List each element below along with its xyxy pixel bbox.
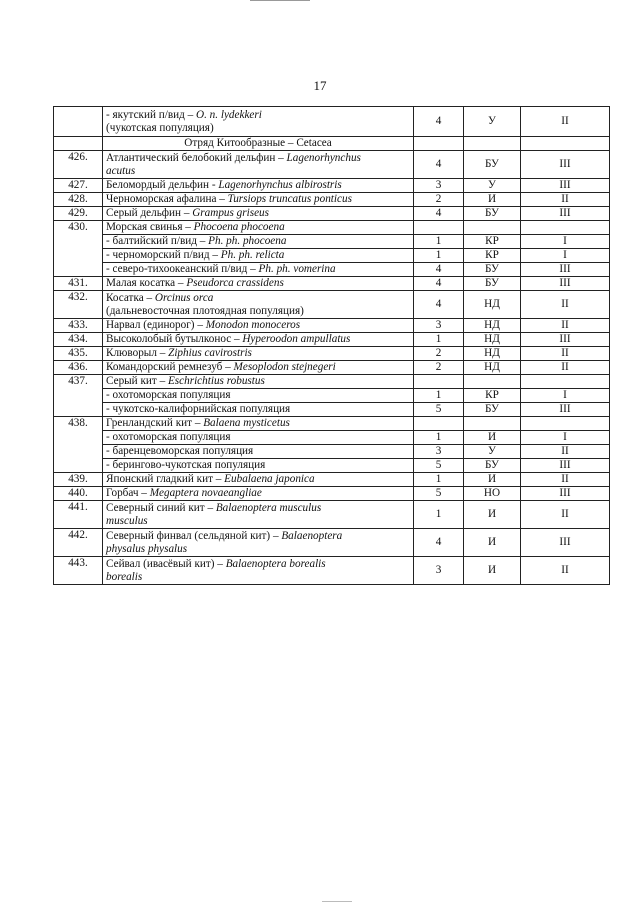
empty-cell xyxy=(521,137,610,151)
common-name: - охотоморская популяция xyxy=(106,431,231,443)
latin-name: Balaenoptera borealis xyxy=(225,557,326,570)
common-name: - берингово-чукотская популяция xyxy=(106,459,266,471)
table-row xyxy=(54,151,610,179)
table-row xyxy=(54,221,610,235)
status-cell: И xyxy=(464,431,521,445)
latin-name: Balaenoptera xyxy=(281,529,343,542)
number-cell xyxy=(54,137,103,151)
number-cell: 435. xyxy=(54,347,103,361)
rarity-category-cell: 2 xyxy=(414,361,464,375)
latin-name: Eschrichtius robustus xyxy=(167,375,265,387)
priority-cell: III xyxy=(521,179,610,193)
latin-name: physalus physalus xyxy=(106,542,188,555)
common-name: Серый дельфин – xyxy=(106,207,193,219)
table-row xyxy=(54,417,610,431)
priority-cell: I xyxy=(521,249,610,263)
status-cell: И xyxy=(464,557,521,585)
common-name: Атлантический белобокий дельфин – xyxy=(106,151,287,164)
priority-cell xyxy=(521,417,610,431)
status-cell: И xyxy=(464,501,521,529)
common-name: Серый кит – xyxy=(106,375,168,387)
status-cell: НД xyxy=(464,291,521,319)
common-name: - якутский п/вид – xyxy=(106,108,196,121)
number-cell: 428. xyxy=(54,193,103,207)
table-row xyxy=(54,179,610,193)
species-name-cell xyxy=(103,431,414,445)
table-row-subspecies xyxy=(54,403,610,417)
latin-name: acutus xyxy=(106,164,136,177)
rarity-category-cell: 4 xyxy=(414,207,464,221)
common-name: Японский гладкий кит – xyxy=(106,473,225,485)
latin-name: Grampus griseus xyxy=(192,207,269,219)
common-name: - черноморский п/вид – xyxy=(106,249,221,261)
status-cell: НД xyxy=(464,319,521,333)
status-cell: БУ xyxy=(464,207,521,221)
species-name-cell xyxy=(103,403,414,417)
number-cell: 432. xyxy=(54,291,103,319)
common-name: Клюворыл – xyxy=(106,347,169,359)
latin-name: Lagenorhynchus albirostris xyxy=(218,179,342,191)
number-cell: 427. xyxy=(54,179,103,193)
latin-name: borealis xyxy=(106,570,143,583)
status-cell: БУ xyxy=(464,277,521,291)
table-row xyxy=(54,333,610,347)
rarity-category-cell xyxy=(414,375,464,389)
table-row-subspecies xyxy=(54,263,610,277)
number-cell: 443. xyxy=(54,557,103,585)
common-name: (чукотская популяция) xyxy=(106,121,214,134)
number-cell: 426. xyxy=(54,151,103,179)
common-name: Беломордый дельфин - xyxy=(106,179,219,191)
common-name: - чукотско-калифорнийская популяция xyxy=(106,403,291,415)
status-cell: У xyxy=(464,179,521,193)
latin-name: Ph. ph. vomerina xyxy=(258,263,336,275)
rarity-category-cell: 1 xyxy=(414,389,464,403)
rarity-category-cell xyxy=(414,221,464,235)
number-cell: 429. xyxy=(54,207,103,221)
priority-cell: II xyxy=(521,473,610,487)
status-cell xyxy=(464,375,521,389)
common-name: Морская свинья – xyxy=(106,221,194,233)
rarity-category-cell: 3 xyxy=(414,445,464,459)
priority-cell: II xyxy=(521,557,610,585)
latin-name: Lagenorhynchus xyxy=(286,151,361,164)
species-name-cell xyxy=(103,459,414,473)
priority-cell: II xyxy=(521,361,610,375)
species-name-cell xyxy=(103,193,414,207)
table-row xyxy=(54,207,610,221)
species-name-cell xyxy=(103,487,414,501)
number-cell: 439. xyxy=(54,473,103,487)
latin-name: Ph. ph. relicta xyxy=(220,249,285,261)
priority-cell: II xyxy=(521,291,610,319)
priority-cell: III xyxy=(521,207,610,221)
species-name-cell xyxy=(103,361,414,375)
rarity-category-cell: 4 xyxy=(414,263,464,277)
species-name-cell xyxy=(103,235,414,249)
latin-name: musculus xyxy=(106,514,148,527)
empty-cell xyxy=(414,137,464,151)
number-cell: 431. xyxy=(54,277,103,291)
species-name-cell xyxy=(103,151,414,179)
latin-name: Eubalaena japonica xyxy=(224,473,315,485)
number-cell: 436. xyxy=(54,361,103,375)
page-number: 17 xyxy=(313,78,327,93)
species-name-cell xyxy=(103,501,414,529)
rarity-category-cell: 5 xyxy=(414,403,464,417)
table-row xyxy=(54,193,610,207)
rarity-category-cell: 4 xyxy=(414,277,464,291)
latin-name: Balaena mysticetus xyxy=(203,417,290,429)
priority-cell: II xyxy=(521,501,610,529)
priority-cell xyxy=(521,221,610,235)
rarity-category-cell: 1 xyxy=(414,473,464,487)
table-row xyxy=(54,277,610,291)
priority-cell: III xyxy=(521,263,610,277)
species-name-cell xyxy=(103,389,414,403)
priority-cell: II xyxy=(521,319,610,333)
rarity-category-cell: 4 xyxy=(414,151,464,179)
latin-name: Mesoplodon stejnegeri xyxy=(233,361,336,373)
group-title: Отряд Китообразные – Cetacea xyxy=(103,137,414,151)
species-name-cell xyxy=(103,557,414,585)
species-name-cell xyxy=(103,445,414,459)
species-name-cell xyxy=(103,249,414,263)
common-name: Черноморская афалина – xyxy=(106,193,228,205)
rarity-category-cell: 1 xyxy=(414,235,464,249)
table-row xyxy=(54,347,610,361)
species-table xyxy=(53,106,610,585)
rarity-category-cell: 3 xyxy=(414,557,464,585)
number-cell: 442. xyxy=(54,529,103,557)
priority-cell: I xyxy=(521,235,610,249)
scan-edge-mark xyxy=(250,0,310,1)
latin-name: Ziphius cavirostris xyxy=(168,347,252,359)
rarity-category-cell: 2 xyxy=(414,347,464,361)
table-row xyxy=(54,319,610,333)
status-cell: БУ xyxy=(464,459,521,473)
latin-name: Orcinus orca xyxy=(154,291,214,304)
table-row-subspecies xyxy=(54,459,610,473)
rarity-category-cell: 5 xyxy=(414,487,464,501)
table-row-subspecies xyxy=(54,431,610,445)
species-name-cell xyxy=(103,107,414,137)
status-cell: У xyxy=(464,107,521,137)
species-name-cell xyxy=(103,291,414,319)
species-name-cell xyxy=(103,179,414,193)
table-row-subspecies xyxy=(54,445,610,459)
table-row-group-header xyxy=(54,137,610,151)
common-name: Малая косатка – xyxy=(106,277,187,289)
priority-cell: III xyxy=(521,333,610,347)
table-row xyxy=(54,361,610,375)
common-name: - охотоморская популяция xyxy=(106,389,231,401)
priority-cell: III xyxy=(521,459,610,473)
latin-name: Monodon monoceros xyxy=(205,319,301,331)
table-row-subspecies xyxy=(54,235,610,249)
rarity-category-cell: 3 xyxy=(414,179,464,193)
status-cell: КР xyxy=(464,389,521,403)
species-name-cell xyxy=(103,277,414,291)
common-name: Горбач – xyxy=(106,487,150,499)
number-cell: 434. xyxy=(54,333,103,347)
common-name: Нарвал (единорог) – xyxy=(106,319,206,331)
number-cell xyxy=(54,107,103,137)
rarity-category-cell: 3 xyxy=(414,319,464,333)
common-name: - северо-тихоокеанский п/вид – xyxy=(106,263,259,275)
species-name-cell xyxy=(103,221,414,235)
rarity-category-cell: 2 xyxy=(414,193,464,207)
table-row xyxy=(54,529,610,557)
species-name-cell xyxy=(103,347,414,361)
latin-name: Megaptera novaeangliae xyxy=(149,487,262,499)
status-cell: БУ xyxy=(464,151,521,179)
table-row xyxy=(54,107,610,137)
number-cell: 433. xyxy=(54,319,103,333)
species-name-cell xyxy=(103,263,414,277)
rarity-category-cell: 1 xyxy=(414,431,464,445)
priority-cell: III xyxy=(521,487,610,501)
status-cell: БУ xyxy=(464,263,521,277)
status-cell: НД xyxy=(464,361,521,375)
number-cell: 441. xyxy=(54,501,103,529)
rarity-category-cell: 1 xyxy=(414,501,464,529)
latin-name: Phocoena phocoena xyxy=(193,221,285,233)
species-name-cell xyxy=(103,319,414,333)
common-name: Командорский ремнезуб – xyxy=(106,361,234,373)
species-name-cell xyxy=(103,207,414,221)
common-name: Северный синий кит – xyxy=(106,501,216,514)
status-cell: И xyxy=(464,193,521,207)
species-name-cell xyxy=(103,529,414,557)
rarity-category-cell: 1 xyxy=(414,249,464,263)
latin-name: Balaenoptera musculus xyxy=(215,501,322,514)
common-name: Косатка – xyxy=(106,291,155,304)
table-row xyxy=(54,557,610,585)
number-cell: 437. xyxy=(54,375,103,417)
common-name: Высоколобый бутылконос – xyxy=(106,333,243,345)
rarity-category-cell xyxy=(414,417,464,431)
status-cell: БУ xyxy=(464,403,521,417)
species-name-cell xyxy=(103,417,414,431)
latin-name: Hyperoodon ampullatus xyxy=(242,333,351,345)
rarity-category-cell: 4 xyxy=(414,291,464,319)
priority-cell: II xyxy=(521,347,610,361)
priority-cell: I xyxy=(521,431,610,445)
species-name-cell xyxy=(103,375,414,389)
common-name: Северный финвал (сельдяной кит) – xyxy=(106,529,282,542)
status-cell: И xyxy=(464,529,521,557)
common-name: Гренландский кит – xyxy=(106,417,204,429)
priority-cell: I xyxy=(521,389,610,403)
number-cell: 430. xyxy=(54,221,103,277)
number-cell: 440. xyxy=(54,487,103,501)
scan-edge-mark xyxy=(322,901,352,902)
priority-cell: II xyxy=(521,193,610,207)
priority-cell: II xyxy=(521,445,610,459)
table-row xyxy=(54,375,610,389)
rarity-category-cell: 4 xyxy=(414,529,464,557)
status-cell: НД xyxy=(464,347,521,361)
status-cell xyxy=(464,221,521,235)
status-cell xyxy=(464,417,521,431)
latin-name: Ph. ph. phocoena xyxy=(208,235,287,247)
status-cell: НД xyxy=(464,333,521,347)
priority-cell: III xyxy=(521,277,610,291)
common-name: - балтийский п/вид – xyxy=(106,235,209,247)
empty-cell xyxy=(464,137,521,151)
priority-cell: II xyxy=(521,107,610,137)
latin-name: O. n. lydekkeri xyxy=(195,108,262,121)
table-row-subspecies xyxy=(54,249,610,263)
rarity-category-cell: 4 xyxy=(414,107,464,137)
priority-cell: III xyxy=(521,529,610,557)
status-cell: КР xyxy=(464,235,521,249)
table-row xyxy=(54,473,610,487)
rarity-category-cell: 1 xyxy=(414,333,464,347)
number-cell: 438. xyxy=(54,417,103,473)
status-cell: И xyxy=(464,473,521,487)
priority-cell: III xyxy=(521,403,610,417)
common-name: (дальневосточная плотоядная популяция) xyxy=(106,304,304,317)
status-cell: НО xyxy=(464,487,521,501)
table-body xyxy=(54,107,610,585)
table-row xyxy=(54,501,610,529)
status-cell: У xyxy=(464,445,521,459)
species-name-cell xyxy=(103,473,414,487)
priority-cell xyxy=(521,375,610,389)
priority-cell: III xyxy=(521,151,610,179)
latin-name: Pseudorca crassidens xyxy=(186,277,284,289)
table-row xyxy=(54,291,610,319)
table-row xyxy=(54,487,610,501)
common-name: Сейвал (ивасёвый кит) – xyxy=(106,557,226,570)
species-name-cell xyxy=(103,333,414,347)
common-name: - баренцевоморская популяция xyxy=(106,445,254,457)
latin-name: Tursiops truncatus ponticus xyxy=(227,193,352,205)
table-row-subspecies xyxy=(54,389,610,403)
status-cell: КР xyxy=(464,249,521,263)
rarity-category-cell: 5 xyxy=(414,459,464,473)
